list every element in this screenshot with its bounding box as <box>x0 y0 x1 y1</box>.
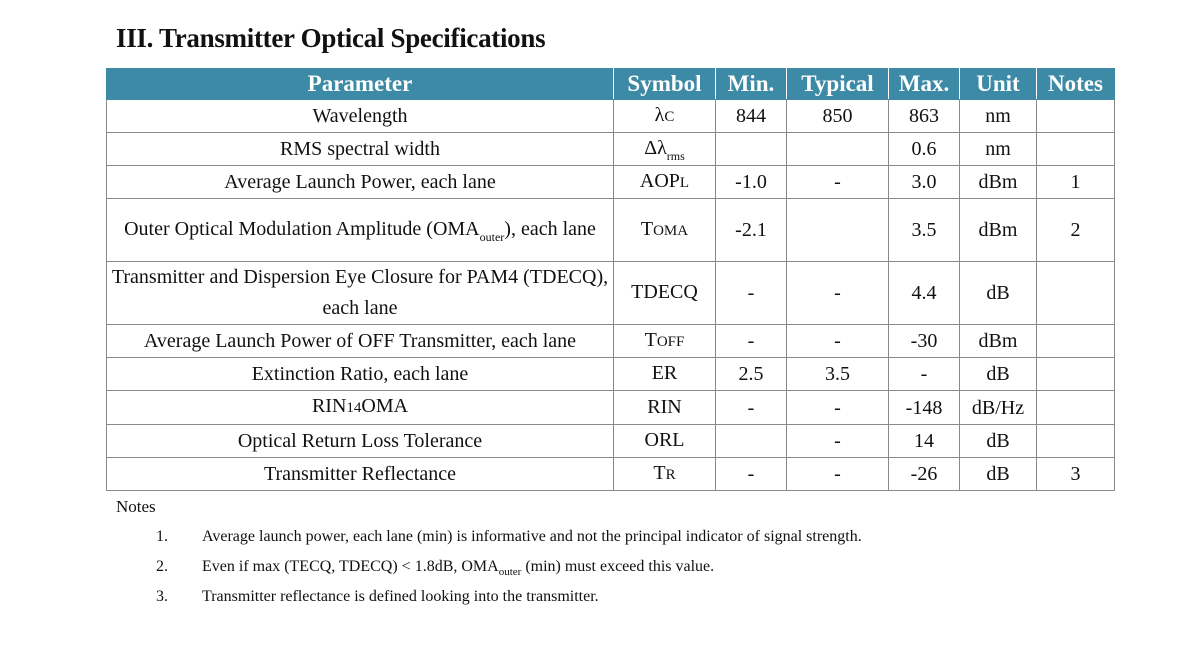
note-cell <box>1037 262 1115 325</box>
table-row <box>107 100 1115 133</box>
note-text: Even if max (TECQ, TDECQ) < 1.8dB, $OMA_{outer}$ (min) must exceed this value. <box>202 558 715 578</box>
min-cell <box>716 133 787 166</box>
max-cell: 3.5 <box>889 199 960 262</box>
max-cell: 4.4 <box>889 262 960 325</box>
note-number: 1. <box>156 528 168 545</box>
max-cell: -148 <box>889 391 960 425</box>
param-cell: Outer Optical Modulation Amplitude $(OMA_{outer})$, each lane <box>107 199 614 262</box>
param-cell: Average Launch Power, each lane <box>107 166 614 199</box>
typical-cell: - <box>787 166 889 199</box>
typical-cell: 850 <box>787 100 889 133</box>
min-cell <box>716 425 787 458</box>
min-cell: -2.1 <box>716 199 787 262</box>
note-text: Transmitter reflectance is defined looking into the transmitter. <box>202 588 599 605</box>
typical-cell <box>787 133 889 166</box>
max-cell: 0.6 <box>889 133 960 166</box>
typical-cell: - <box>787 458 889 491</box>
table-row <box>107 325 1115 358</box>
note-text: Average launch power, each lane (min) is informative and not the principal indicator of signal strength. <box>202 528 862 545</box>
unit-cell: dB/Hz <box>960 391 1037 425</box>
max-cell: - <box>889 358 960 391</box>
table-row <box>107 358 1115 391</box>
note-cell <box>1037 391 1115 425</box>
unit-cell: dBm <box>960 325 1037 358</box>
min-cell: - <box>716 262 787 325</box>
table-row <box>107 391 1115 425</box>
notes-label: Notes <box>116 497 156 516</box>
col-header-max: Max. <box>889 69 960 100</box>
param-cell: RMS spectral width <box>107 133 614 166</box>
param-cell: RIN14OMA <box>107 391 614 425</box>
col-header-typical: Typical <box>787 69 889 100</box>
param-cell: Wavelength <box>107 100 614 133</box>
col-header-symbol: Symbol <box>614 69 716 100</box>
max-cell: 14 <box>889 425 960 458</box>
table-row <box>107 458 1115 491</box>
table-row <box>107 199 1115 262</box>
param-cell: Average Launch Power of OFF Transmitter, each lane <box>107 325 614 358</box>
table-header-row <box>107 69 1115 100</box>
max-cell: 863 <box>889 100 960 133</box>
note-cell <box>1037 425 1115 458</box>
symbol-cell: TOMA <box>614 199 716 262</box>
typical-cell: - <box>787 262 889 325</box>
symbol-cell: RIN <box>614 391 716 425</box>
note-item <box>156 557 862 587</box>
unit-cell: dB <box>960 458 1037 491</box>
col-header-unit: Unit <box>960 69 1037 100</box>
table-row <box>107 425 1115 458</box>
unit-cell: nm <box>960 100 1037 133</box>
min-cell: -1.0 <box>716 166 787 199</box>
symbol-cell: TOFF <box>614 325 716 358</box>
typical-cell: - <box>787 325 889 358</box>
param-cell: Extinction Ratio, each lane <box>107 358 614 391</box>
col-header-min: Min. <box>716 69 787 100</box>
transmitter-spec-table <box>106 68 1115 491</box>
max-cell: -26 <box>889 458 960 491</box>
typical-cell: - <box>787 425 889 458</box>
table-row <box>107 166 1115 199</box>
note-item <box>156 587 862 617</box>
symbol-cell: TR <box>614 458 716 491</box>
unit-cell: dB <box>960 425 1037 458</box>
notes-list <box>156 527 862 617</box>
note-number: 2. <box>156 558 168 575</box>
table-row <box>107 133 1115 166</box>
note-cell <box>1037 325 1115 358</box>
col-header-parameter: Parameter <box>107 69 614 100</box>
note-cell: 3 <box>1037 458 1115 491</box>
table-row <box>107 262 1115 325</box>
symbol-cell: ER <box>614 358 716 391</box>
typical-cell: - <box>787 391 889 425</box>
unit-cell: dB <box>960 358 1037 391</box>
note-cell: 1 <box>1037 166 1115 199</box>
unit-cell: nm <box>960 133 1037 166</box>
symbol-cell: ORL <box>614 425 716 458</box>
min-cell: 2.5 <box>716 358 787 391</box>
note-cell <box>1037 133 1115 166</box>
max-cell: 3.0 <box>889 166 960 199</box>
max-cell: -30 <box>889 325 960 358</box>
section-title: III. Transmitter Optical Specifications <box>116 23 546 53</box>
note-number: 3. <box>156 588 168 605</box>
min-cell: - <box>716 325 787 358</box>
typical-cell: 3.5 <box>787 358 889 391</box>
param-cell: Optical Return Loss Tolerance <box>107 425 614 458</box>
param-cell: Transmitter and Dispersion Eye Closure for PAM4 (TDECQ), each lane <box>107 262 614 325</box>
unit-cell: dBm <box>960 199 1037 262</box>
param-cell: Transmitter Reflectance <box>107 458 614 491</box>
col-header-notes: Notes <box>1037 69 1115 100</box>
symbol-cell: AOPL <box>614 166 716 199</box>
note-item <box>156 527 862 557</box>
symbol-cell: TDECQ <box>614 262 716 325</box>
symbol-cell: λC <box>614 100 716 133</box>
symbol-cell: $\Delta\lambda_{rms}$ <box>614 133 716 166</box>
min-cell: - <box>716 391 787 425</box>
min-cell: - <box>716 458 787 491</box>
unit-cell: dB <box>960 262 1037 325</box>
note-cell: 2 <box>1037 199 1115 262</box>
typical-cell <box>787 199 889 262</box>
min-cell: 844 <box>716 100 787 133</box>
note-cell <box>1037 100 1115 133</box>
note-cell <box>1037 358 1115 391</box>
unit-cell: dBm <box>960 166 1037 199</box>
